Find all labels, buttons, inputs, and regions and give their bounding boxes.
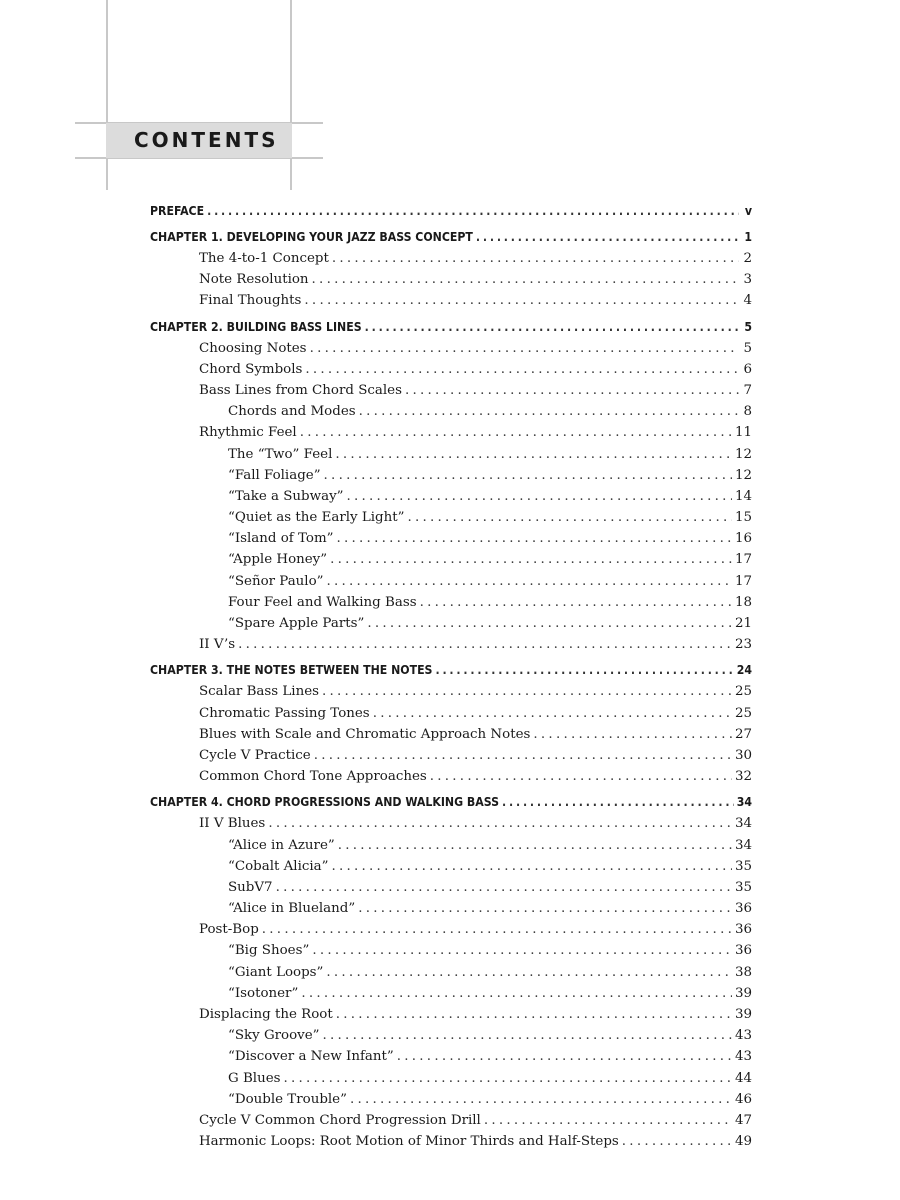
toc-page-number: 11 [734, 425, 752, 441]
toc-entry[interactable] [150, 1025, 752, 1046]
toc-page-number: 35 [734, 879, 752, 895]
toc-page-number: 34 [736, 795, 752, 810]
toc-entry[interactable] [150, 248, 752, 269]
toc-page-number: 21 [734, 616, 752, 631]
toc-entry-title: “Alice in Azure” [228, 837, 335, 853]
toc-entry-title: Post-Bop [199, 922, 259, 938]
toc-entry[interactable] [150, 877, 752, 898]
dot-leader [330, 549, 732, 570]
toc-entry[interactable] [150, 592, 752, 613]
dot-leader [323, 1025, 732, 1046]
toc-page-number: 4 [743, 293, 752, 309]
dot-leader [336, 1004, 732, 1025]
toc-entry-title: Cycle V Common Chord Progression Drill [199, 1112, 481, 1128]
toc-entry-title: “Fall Foliage” [228, 467, 321, 483]
dot-leader [502, 791, 734, 813]
toc-page-number: 17 [734, 552, 752, 568]
toc-page-number: 23 [734, 637, 752, 653]
dot-leader [314, 745, 732, 766]
dot-leader [533, 724, 732, 745]
toc-entry-title: SubV7 [228, 879, 273, 895]
toc-entry[interactable] [150, 835, 752, 856]
dot-leader [284, 1068, 732, 1089]
toc-entry-title: “Alice in Blueland” [228, 901, 356, 917]
toc-entry-title: CHAPTER 1. DEVELOPING YOUR JAZZ BASS CONCEPT [150, 230, 473, 244]
toc-page-number: 25 [734, 705, 752, 721]
toc-entry-title: “Take a Subway” [228, 488, 344, 504]
dot-leader [367, 613, 732, 634]
toc-entry-title: Rhythmic Feel [199, 425, 297, 441]
dot-leader [301, 983, 732, 1004]
toc-entry-title: “Apple Honey” [228, 552, 328, 568]
toc-entry[interactable] [150, 359, 752, 380]
dot-leader [312, 269, 739, 290]
toc-entry[interactable] [150, 940, 752, 961]
dot-leader [305, 359, 739, 380]
toc-page-number: 12 [734, 467, 752, 483]
toc-entry-title: “Big Shoes” [228, 943, 310, 959]
toc-page-number: 2 [743, 251, 752, 266]
toc-page-number: 14 [734, 488, 752, 504]
toc-entry-title: “Island of Tom” [228, 531, 334, 547]
toc-page-number: 36 [734, 943, 752, 959]
toc-page-number: 49 [734, 1134, 752, 1150]
dot-leader [397, 1046, 732, 1067]
toc-chapter-entry[interactable] [150, 316, 752, 338]
toc-page-number: 3 [743, 272, 752, 288]
toc-page-number: 1 [744, 230, 752, 244]
toc-entry[interactable] [150, 1089, 752, 1110]
dot-leader [420, 592, 732, 613]
toc-entry-title: Choosing Notes [199, 340, 307, 356]
dot-leader [276, 877, 732, 898]
toc-entry-title: “Señor Paulo” [228, 573, 324, 589]
toc-page-number: 34 [734, 837, 752, 853]
toc-chapter-entry[interactable] [150, 659, 752, 681]
dot-leader [327, 571, 732, 592]
toc-entry[interactable] [150, 703, 752, 724]
toc-entry[interactable] [150, 634, 752, 655]
toc-entry-title: Scalar Bass Lines [199, 684, 319, 700]
toc-entry[interactable] [150, 422, 752, 443]
toc-entry-title: The “Two” Feel [228, 446, 333, 462]
toc-page-number: 5 [744, 319, 752, 334]
toc-page-number: 18 [734, 594, 752, 610]
crop-line-right [290, 0, 292, 190]
toc-entry-title: Displacing the Root [199, 1007, 333, 1022]
dot-leader [435, 659, 733, 681]
dot-leader [407, 507, 732, 528]
dot-leader [238, 634, 732, 655]
toc-page-number: 39 [734, 1007, 752, 1022]
toc-entry[interactable] [150, 401, 752, 422]
dot-leader [312, 940, 732, 961]
toc-entry[interactable] [150, 507, 752, 528]
dot-leader [310, 338, 739, 359]
dot-leader [338, 835, 732, 856]
toc-entry[interactable] [150, 898, 752, 919]
toc-entry-title: CHAPTER 4. CHORD PROGRESSIONS AND WALKING BASS [150, 795, 500, 810]
dot-leader [331, 856, 731, 877]
toc-entry[interactable] [150, 528, 752, 549]
toc-page-number: 27 [734, 726, 752, 742]
toc-page-number: 15 [734, 510, 752, 526]
toc-entry-title: PREFACE [150, 204, 205, 218]
toc-entry-title: Four Feel and Walking Bass [228, 594, 417, 610]
dot-leader [430, 766, 732, 787]
toc-page-number: 38 [734, 964, 752, 980]
toc-entry[interactable] [150, 338, 752, 359]
toc-page-number: 12 [734, 446, 752, 462]
toc-entry-title: Chords and Modes [228, 404, 356, 420]
toc-entry-title: II V Blues [199, 816, 266, 832]
toc-page-number: v [744, 204, 752, 218]
toc-page-number: 6 [743, 361, 752, 377]
toc-page-number: 43 [734, 1028, 752, 1044]
toc-entry-title: The 4-to-1 Concept [199, 251, 329, 266]
toc-entry[interactable] [150, 486, 752, 507]
dot-leader [324, 465, 732, 486]
toc-entry[interactable] [150, 290, 752, 311]
toc-page-number: 16 [734, 531, 752, 547]
toc-entry[interactable] [150, 444, 752, 465]
toc-page-number: 7 [743, 382, 752, 398]
toc-page-number: 17 [734, 573, 752, 589]
toc-entry-title: Blues with Scale and Chromatic Approach Notes [199, 726, 531, 742]
dot-leader [484, 1110, 732, 1131]
toc-entry[interactable] [150, 1046, 752, 1067]
toc-entry[interactable] [150, 571, 752, 592]
toc-entry[interactable] [150, 1131, 752, 1152]
dot-leader [322, 681, 732, 702]
toc-entry-title: Bass Lines from Chord Scales [199, 382, 402, 398]
dot-leader [476, 226, 739, 248]
toc-page-number: 36 [734, 922, 752, 938]
dot-leader [359, 401, 739, 422]
toc-page-number: 47 [734, 1112, 752, 1128]
toc-entry-title: Cycle V Practice [199, 747, 311, 763]
toc-entry-title: Harmonic Loops: Root Motion of Minor Thirds and Half-Steps [199, 1134, 619, 1150]
toc-entry[interactable] [150, 724, 752, 745]
dot-leader [268, 813, 732, 834]
toc-entry[interactable] [150, 856, 752, 877]
toc-entry-title: Chromatic Passing Tones [199, 705, 370, 721]
toc-entry[interactable] [150, 465, 752, 486]
toc-entry-title: Common Chord Tone Approaches [199, 769, 427, 785]
table-of-contents [150, 200, 752, 1152]
toc-page-number: 8 [743, 404, 752, 420]
dot-leader [365, 316, 739, 338]
toc-entry[interactable] [150, 269, 752, 290]
toc-entry[interactable] [150, 813, 752, 834]
toc-entry[interactable] [150, 919, 752, 940]
toc-page-number: 34 [734, 816, 752, 832]
toc-entry-title: “Double Trouble” [228, 1091, 347, 1107]
dot-leader [300, 422, 732, 443]
page-title: CONTENTS [134, 128, 279, 152]
toc-page-number: 24 [736, 663, 752, 678]
dot-leader [304, 290, 739, 311]
toc-entry[interactable] [150, 613, 752, 634]
crop-line-left [106, 0, 108, 190]
toc-page-number: 30 [734, 747, 752, 763]
toc-entry-title: “Cobalt Alicia” [228, 858, 329, 874]
toc-page-number: 44 [734, 1070, 752, 1086]
toc-entry-title: “Giant Loops” [228, 964, 324, 980]
toc-page-number: 43 [734, 1049, 752, 1065]
toc-entry-title: Note Resolution [199, 272, 309, 288]
toc-entry[interactable] [150, 962, 752, 983]
toc-page-number: 32 [734, 769, 752, 785]
toc-page-number: 39 [734, 985, 752, 1001]
dot-leader [622, 1131, 732, 1152]
toc-entry[interactable] [150, 983, 752, 1004]
dot-leader [346, 486, 731, 507]
dot-leader [337, 528, 732, 549]
dot-leader [358, 898, 732, 919]
dot-leader [335, 444, 732, 465]
toc-entry[interactable] [150, 1110, 752, 1131]
toc-entry-title: CHAPTER 2. BUILDING BASS LINES [150, 319, 362, 334]
dot-leader [207, 200, 739, 222]
toc-entry[interactable] [150, 681, 752, 702]
toc-chapter-entry[interactable] [150, 226, 752, 248]
toc-entry[interactable] [150, 745, 752, 766]
toc-page-number: 36 [734, 901, 752, 917]
toc-chapter-entry[interactable] [150, 200, 752, 222]
toc-chapter-entry[interactable] [150, 791, 752, 813]
dot-leader [405, 380, 739, 401]
toc-entry[interactable] [150, 1068, 752, 1089]
toc-entry-title: “Quiet as the Early Light” [228, 510, 405, 526]
toc-page-number: 35 [734, 858, 752, 874]
toc-entry-title: “Discover a New Infant” [228, 1049, 394, 1065]
dot-leader [332, 248, 739, 269]
toc-entry-title: II V’s [199, 637, 236, 653]
toc-entry[interactable] [150, 1004, 752, 1025]
dot-leader [326, 962, 732, 983]
dot-leader [350, 1089, 732, 1110]
toc-entry-title: “Isotoner” [228, 985, 299, 1001]
toc-page-number: 46 [734, 1091, 752, 1107]
toc-page-number: 25 [734, 684, 752, 700]
toc-entry-title: “Sky Groove” [228, 1028, 320, 1044]
toc-entry-title: “Spare Apple Parts” [228, 616, 365, 631]
toc-entry-title: CHAPTER 3. THE NOTES BETWEEN THE NOTES [150, 663, 433, 678]
toc-entry[interactable] [150, 549, 752, 570]
dot-leader [373, 703, 732, 724]
toc-entry-title: Final Thoughts [199, 293, 302, 309]
toc-entry[interactable] [150, 380, 752, 401]
toc-entry-title: G Blues [228, 1070, 281, 1086]
toc-page-number: 5 [743, 340, 752, 356]
toc-entry-title: Chord Symbols [199, 361, 303, 377]
dot-leader [262, 919, 732, 940]
toc-entry[interactable] [150, 766, 752, 787]
